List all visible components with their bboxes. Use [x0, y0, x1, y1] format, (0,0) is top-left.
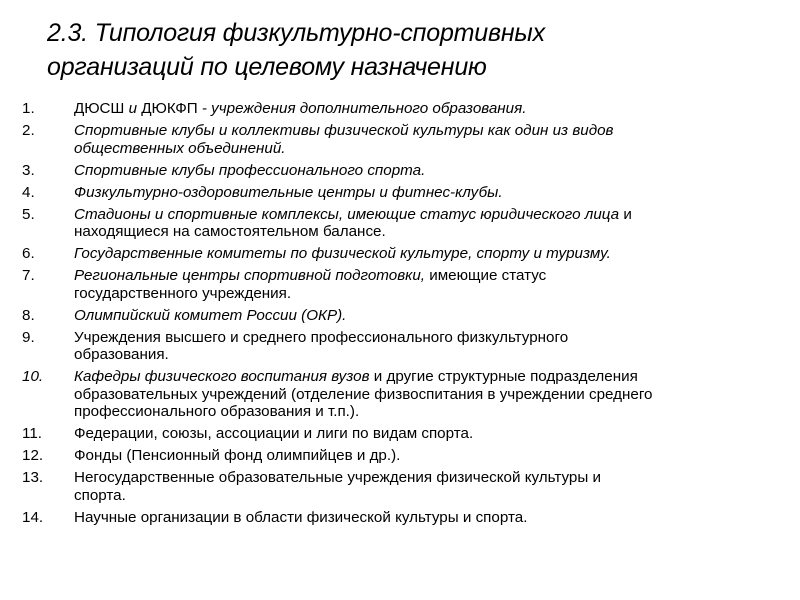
- list-item-number: 14.: [22, 508, 44, 526]
- list-item-number: 4.: [22, 183, 35, 201]
- text-segment: Учреждения высшего и среднего профессионального физкультурного: [74, 328, 569, 346]
- list-item-number: 2.: [22, 121, 35, 139]
- text-segment: образования.: [74, 346, 169, 364]
- list-item-text-line: [74, 469, 788, 487]
- text-segment: спорта.: [74, 486, 126, 504]
- list-item: [0, 509, 800, 527]
- organization-types-list: [0, 100, 800, 531]
- list-item-text-line: [74, 184, 788, 202]
- list-item: [0, 206, 800, 241]
- list-item-text-line: [74, 100, 788, 118]
- text-segment: профессионального образования и т.п.).: [74, 403, 360, 421]
- list-item: [0, 267, 800, 302]
- list-item-number: 9.: [22, 328, 35, 346]
- text-segment: Кафедры физического воспитания вузов: [74, 368, 370, 386]
- text-segment: общественных объединений.: [74, 139, 286, 157]
- list-item-number: 1.: [22, 100, 35, 117]
- text-segment: Федерации, союзы, ассоциации и лиги по видам спорта.: [74, 425, 474, 443]
- list-item-number: 6.: [22, 245, 35, 263]
- text-segment: Государственные комитеты по физической культуре, спорту и туризму.: [74, 245, 611, 263]
- list-item-number: 12.: [22, 447, 44, 465]
- list-item: [0, 368, 800, 421]
- list-item-text-line: [74, 245, 788, 263]
- list-item-number: 5.: [22, 205, 35, 223]
- list-item-number: 10.: [22, 368, 44, 386]
- text-segment: Олимпийский комитет России (ОКР).: [74, 306, 347, 324]
- list-item-text-line: [74, 487, 788, 505]
- text-segment: и: [623, 205, 632, 223]
- list-item: [0, 184, 800, 202]
- list-item: [0, 100, 800, 118]
- text-segment: находящиеся на самостоятельном балансе.: [74, 223, 386, 241]
- list-item-text-line: [74, 403, 788, 421]
- text-segment: Научные организации в области физической культуры и спорта.: [74, 508, 528, 526]
- list-item-text-line: [74, 223, 788, 241]
- list-item: [0, 245, 800, 263]
- title-line-2: организаций по целевому назначению: [47, 53, 487, 81]
- list-item-text-line: [74, 140, 788, 158]
- text-segment: Фонды (Пенсионный фонд олимпийцев и др.).: [74, 447, 401, 465]
- list-item: [0, 329, 800, 364]
- text-segment: Негосударственные образовательные учреждения физической культуры и: [74, 469, 601, 487]
- text-segment: Физкультурно-оздоровительные центры и фитнес-клубы.: [74, 183, 503, 201]
- text-segment: Спортивные клубы и коллективы физической культуры как один из видов: [74, 121, 614, 139]
- list-item-text-line: [74, 509, 788, 527]
- list-item-text-line: [74, 267, 788, 285]
- list-item-text-line: [74, 285, 788, 303]
- list-item-text-line: [74, 386, 788, 404]
- list-item-text-line: [74, 346, 788, 364]
- list-item-text-line: [74, 206, 788, 224]
- text-segment: ДЮКФП: [141, 100, 198, 117]
- text-segment: государственного учреждения.: [74, 284, 292, 302]
- list-item-text-line: [74, 447, 788, 465]
- list-item: [0, 447, 800, 465]
- list-item: [0, 307, 800, 325]
- list-item-number: 11.: [22, 425, 42, 443]
- text-segment: ДЮСШ: [74, 100, 129, 117]
- text-segment: образовательных учреждений (отделение физвоспитания в учреждении среднего: [74, 385, 653, 403]
- list-item-number: 7.: [22, 267, 35, 285]
- list-item: [0, 122, 800, 157]
- list-item-number: 8.: [22, 306, 35, 324]
- text-segment: Стадионы и спортивные комплексы, имеющие статус юридического лица: [74, 205, 624, 223]
- text-segment: Спортивные клубы профессионального спорта.: [74, 161, 426, 179]
- list-item-text-line: [74, 425, 788, 443]
- page-title: [47, 16, 787, 84]
- text-segment: и: [128, 100, 142, 117]
- list-item-text-line: [74, 307, 788, 325]
- list-item-number: 13.: [22, 469, 44, 487]
- text-segment: - учреждения дополнительного образования.: [197, 100, 527, 117]
- list-item-text-line: [74, 122, 788, 140]
- title-line-1: 2.3. Типология физкультурно-спортивных: [47, 19, 545, 47]
- list-item: [0, 425, 800, 443]
- list-item: [0, 162, 800, 180]
- text-segment: Региональные центры спортивной подготовки,: [74, 267, 425, 285]
- list-item-number: 3.: [22, 161, 35, 179]
- list-item-text-line: [74, 329, 788, 347]
- list-item-text-line: [74, 368, 788, 386]
- list-item-text-line: [74, 162, 788, 180]
- list-item: [0, 469, 800, 504]
- text-segment: имеющие статус: [424, 267, 547, 285]
- text-segment: и другие структурные подразделения: [369, 368, 638, 386]
